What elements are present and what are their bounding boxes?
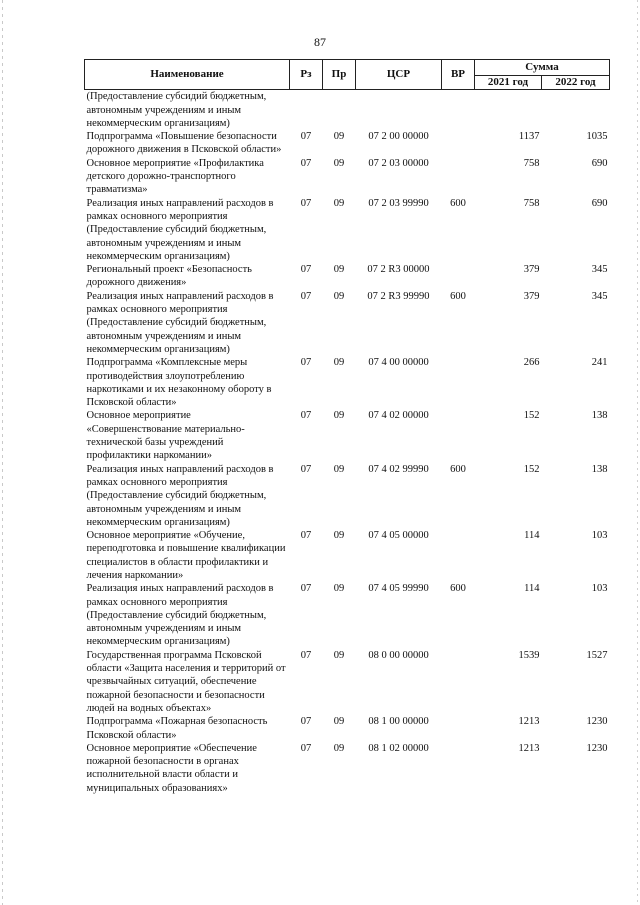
header-2022: 2022 год: [542, 76, 610, 90]
cell-pr: [323, 90, 356, 130]
cell-vr: [442, 529, 475, 582]
cell-vr: [442, 409, 475, 462]
cell-vr: [442, 715, 475, 742]
cell-rz: 07: [300, 742, 312, 754]
cell-name: Реализация иных направлений расходов в рамках основного мероприятия (Предоставление субсидий бюджетным, автономным учреждениям и иным некоммерческим организациям): [86, 463, 274, 528]
cell-sum-2022: 1035: [586, 131, 608, 143]
cell-csr: 07 2 00 00000: [368, 131, 429, 143]
cell-pr: 09: [333, 264, 345, 276]
cell-pr: 09: [333, 530, 345, 542]
header-2021: 2021 год: [475, 76, 542, 90]
header-pr: Пр: [323, 60, 356, 90]
cell-rz: 07: [300, 197, 312, 209]
table-row: [85, 742, 610, 795]
cell-sum-2022: 103: [591, 530, 608, 542]
cell-sum-2022: 241: [591, 357, 608, 369]
cell-name: Основное мероприятие «Профилактика детского дорожно-транспортного травматизма»: [86, 157, 264, 196]
cell-pr: 09: [333, 410, 345, 422]
cell-sum-2022: 1230: [586, 742, 608, 754]
table-row: [85, 197, 610, 263]
cell-pr: 09: [333, 463, 345, 475]
cell-name: Подпрограмма «Повышение безопасности дорожного движения в Псковской области»: [86, 131, 282, 156]
cell-rz: 07: [300, 583, 312, 595]
table-row: [85, 649, 610, 715]
cell-sum-2022: 1527: [586, 649, 608, 661]
header-csr: ЦСР: [356, 60, 442, 90]
cell-csr: 08 1 00 00000: [368, 716, 429, 728]
scan-edge-right: [637, 0, 638, 905]
cell-sum-2021: [475, 90, 542, 130]
cell-rz: 07: [300, 264, 312, 276]
cell-pr: 09: [333, 742, 345, 754]
cell-vr: [442, 157, 475, 197]
table-row: [85, 463, 610, 529]
header-vr: ВР: [442, 60, 475, 90]
cell-pr: 09: [333, 583, 345, 595]
cell-name: (Предоставление субсидий бюджетным, автономным учреждениям и иным некоммерческим организациям): [86, 91, 267, 129]
cell-csr: 08 0 00 00000: [368, 649, 429, 661]
cell-name: Основное мероприятие «Совершенствование материально-технической базы учреждений профилактики наркомании»: [86, 410, 245, 462]
cell-sum-2022: 345: [591, 290, 608, 302]
cell-sum-2021: 1213: [518, 742, 540, 754]
table-header: [85, 60, 610, 90]
cell-vr: [442, 130, 475, 157]
table-row: [85, 529, 610, 582]
cell-rz: 07: [300, 157, 312, 169]
table-row: [85, 582, 610, 648]
cell-rz: 07: [300, 649, 312, 661]
cell-vr: [442, 649, 475, 715]
table-row: [85, 90, 610, 130]
header-rz: Рз: [290, 60, 323, 90]
table-row: [85, 409, 610, 462]
cell-sum-2022: 103: [591, 583, 608, 595]
cell-vr: [442, 356, 475, 409]
cell-csr: 07 4 05 99990: [368, 583, 429, 595]
cell-sum-2021: 758: [523, 197, 540, 209]
header-name: Наименование: [85, 60, 290, 90]
cell-vr: [442, 263, 475, 290]
cell-sum-2021: 1213: [518, 716, 540, 728]
cell-vr: 600: [450, 583, 466, 595]
cell-pr: 09: [333, 131, 345, 143]
table-row: [85, 356, 610, 409]
cell-rz: 07: [300, 530, 312, 542]
cell-csr: [356, 90, 442, 130]
cell-pr: 09: [333, 716, 345, 728]
cell-name: Основное мероприятие «Обучение, переподготовка и повышение квалификации специалистов в области профилактики и лечения наркомании»: [86, 530, 286, 581]
table-row: [85, 715, 610, 742]
cell-sum-2022: 138: [591, 410, 608, 422]
cell-vr: 600: [450, 463, 466, 475]
cell-vr: [442, 90, 475, 130]
budget-table: [84, 59, 610, 795]
cell-csr: 07 4 00 00000: [368, 357, 429, 369]
cell-pr: 09: [333, 357, 345, 369]
cell-csr: 07 2 R3 99990: [367, 290, 430, 302]
cell-name: Основное мероприятие «Обеспечение пожарной безопасности в органах исполнительной власти области и муниципальных образованиях»: [86, 742, 257, 794]
cell-rz: [290, 90, 323, 130]
cell-sum-2021: 266: [523, 357, 540, 369]
page-number: 87: [314, 35, 326, 49]
cell-csr: 07 4 05 00000: [368, 530, 429, 542]
cell-rz: 07: [300, 463, 312, 475]
table-row: [85, 263, 610, 290]
cell-name: Подпрограмма «Пожарная безопасность Псковской области»: [86, 716, 268, 741]
cell-sum-2022: 138: [591, 463, 608, 475]
cell-pr: 09: [333, 649, 345, 661]
cell-sum-2021: 152: [523, 463, 540, 475]
cell-csr: 07 2 03 00000: [368, 157, 429, 169]
cell-name: Государственная программа Псковской области «Защита населения и территорий от чрезвычайных ситуаций, обеспечение пожарной безопасности и безопасности людей на водных объектах»: [86, 649, 286, 714]
cell-pr: 09: [333, 290, 345, 302]
cell-sum-2022: 690: [591, 197, 608, 209]
cell-name: Подпрограмма «Комплексные меры противодействия злоупотреблению наркотиками и их незаконному обороту в Псковской области»: [86, 357, 272, 409]
cell-sum-2021: 1539: [518, 649, 540, 661]
cell-vr: 600: [450, 197, 466, 209]
scan-edge-left: [2, 0, 3, 905]
cell-csr: 08 1 02 00000: [368, 742, 429, 754]
cell-sum-2021: 152: [523, 410, 540, 422]
cell-csr: 07 4 02 00000: [368, 410, 429, 422]
table-row: [85, 130, 610, 157]
cell-name: Реализация иных направлений расходов в рамках основного мероприятия (Предоставление субсидий бюджетным, автономным учреждениям и иным некоммерческим организациям): [86, 583, 274, 648]
cell-sum-2022: 690: [591, 157, 608, 169]
cell-sum-2021: 114: [524, 530, 540, 542]
cell-vr: 600: [450, 290, 466, 302]
cell-sum-2022: 345: [591, 264, 608, 276]
cell-csr: 07 2 03 99990: [368, 197, 429, 209]
cell-sum-2021: 1137: [518, 131, 540, 143]
cell-sum-2021: 758: [523, 157, 540, 169]
cell-csr: 07 2 R3 00000: [367, 264, 430, 276]
table-row: [85, 157, 610, 197]
cell-pr: 09: [333, 197, 345, 209]
cell-rz: 07: [300, 410, 312, 422]
cell-csr: 07 4 02 99990: [368, 463, 429, 475]
table-body: [85, 90, 610, 795]
cell-rz: 07: [300, 716, 312, 728]
header-sum: Сумма: [475, 60, 610, 76]
cell-pr: 09: [333, 157, 345, 169]
cell-sum-2021: 379: [523, 290, 540, 302]
cell-rz: 07: [300, 357, 312, 369]
cell-name: Реализация иных направлений расходов в рамках основного мероприятия (Предоставление субсидий бюджетным, автономным учреждениям и иным некоммерческим организациям): [86, 290, 274, 355]
cell-rz: 07: [300, 131, 312, 143]
cell-vr: [442, 742, 475, 795]
cell-sum-2021: 114: [524, 583, 540, 595]
cell-rz: 07: [300, 290, 312, 302]
cell-sum-2021: 379: [523, 264, 540, 276]
cell-name: Региональный проект «Безопасность дорожного движения»: [86, 264, 252, 289]
cell-name: Реализация иных направлений расходов в рамках основного мероприятия (Предоставление субсидий бюджетным, автономным учреждениям и иным некоммерческим организациям): [86, 197, 274, 262]
table-row: [85, 290, 610, 356]
cell-sum-2022: 1230: [586, 716, 608, 728]
cell-sum-2022: [542, 90, 610, 130]
